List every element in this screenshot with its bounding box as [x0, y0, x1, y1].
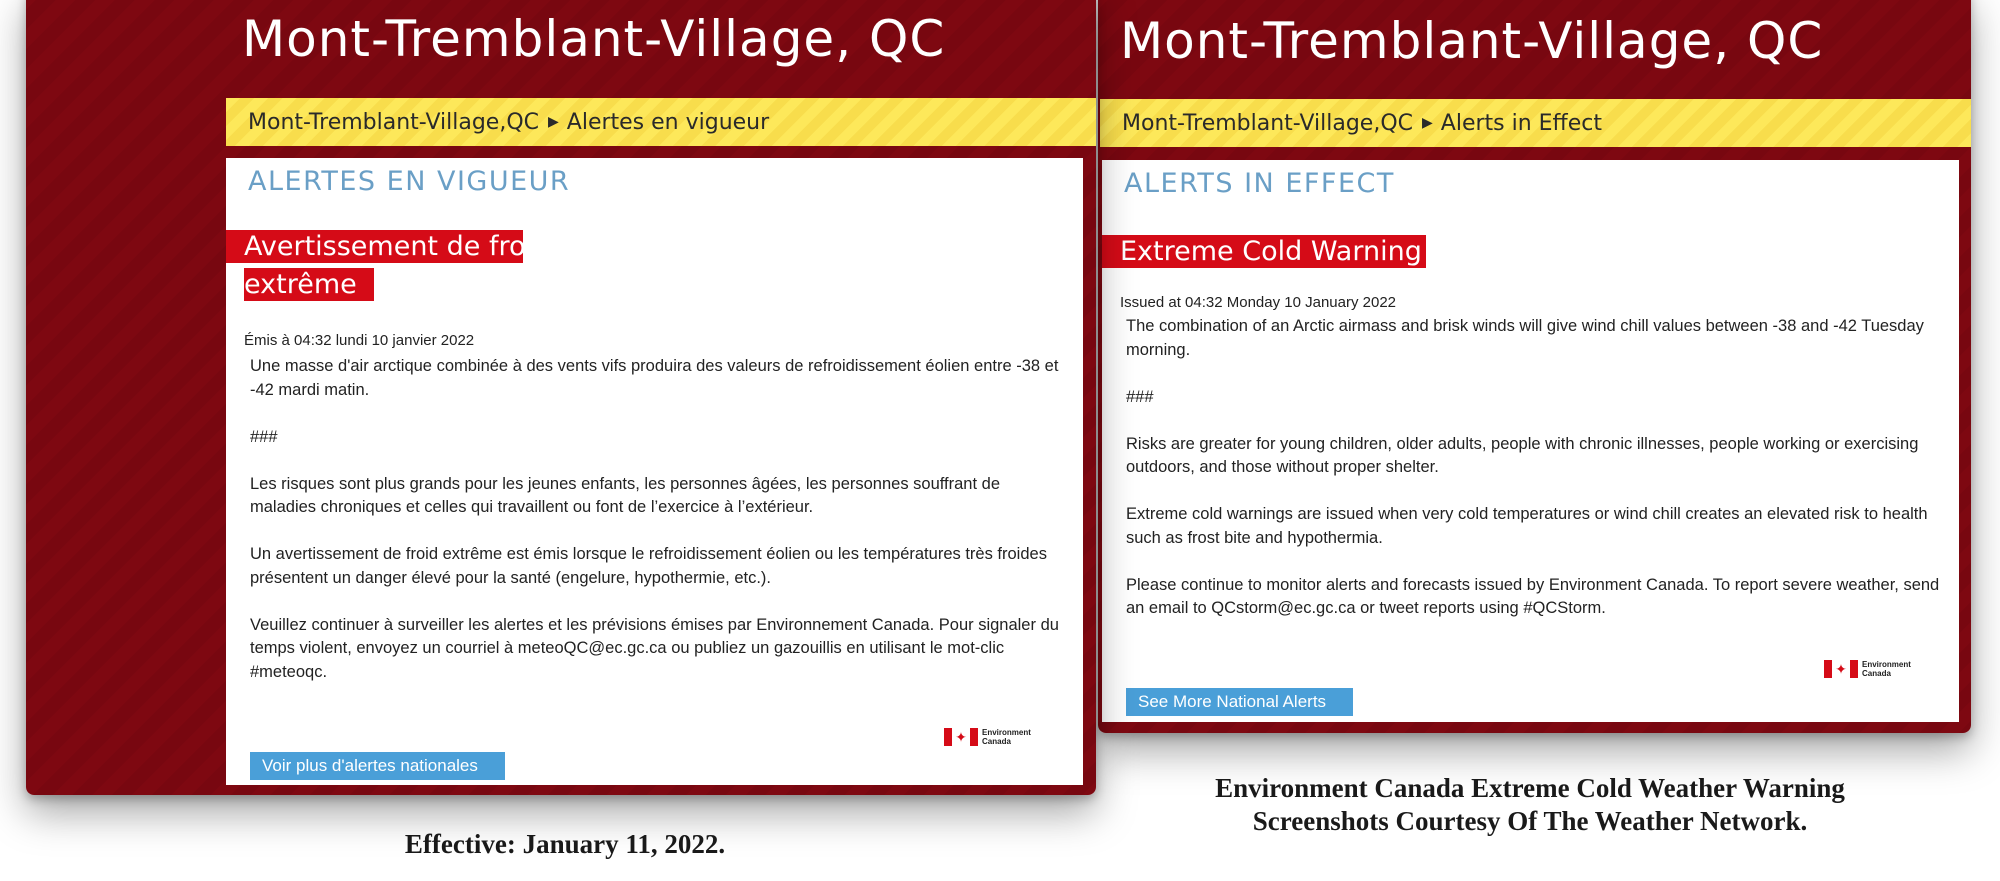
alert-body: [1126, 315, 1941, 644]
breadcrumb: [226, 98, 1096, 146]
alert-body: [250, 355, 1060, 708]
alert-panel-french: [26, 0, 1096, 795]
breadcrumb-city-link[interactable]: Mont-Tremblant-Village,QC: [1122, 110, 1413, 136]
caption-credit: [1110, 772, 1950, 838]
alert-paragraph: Les risques sont plus grands pour les jeunes enfants, les personnes âgées, les personnes souffrant de maladies chroniques et celles qui travaillent ou font de l’exercice à l’extérieur.: [250, 474, 1001, 516]
breadcrumb-current: Alertes en vigueur: [566, 109, 770, 135]
triangle-right-icon: ▶: [548, 114, 559, 130]
caption-effective-date: Effective: January 11, 2022.: [404, 829, 726, 859]
alert-separator: ###: [1126, 387, 1154, 406]
alert-paragraph: The combination of an Arctic airmass and brisk winds will give wind chill values between -38 and -42 Tuesday morning.: [1126, 317, 1924, 359]
issued-timestamp: Issued at 04:32 Monday 10 January 2022: [1120, 294, 1397, 311]
alert-paragraph: Veuillez continuer à surveiller les alertes et les prévisions émises par Environnement Canada. Pour signaler du temps violent, envoyez un courriel à meteoQC@ec.gc.ca ou publiez un gazouillis en utilisant le mot-clic #meteoqc.: [250, 615, 1059, 681]
breadcrumb-current: Alerts in Effect: [1440, 110, 1602, 136]
city-title: Mont-Tremblant-Village, QC: [242, 10, 946, 68]
caption-credit-line-2: Screenshots Courtesy Of The Weather Network.: [1252, 806, 1808, 836]
environment-canada-logo: [944, 728, 1031, 746]
alerts-heading: ALERTS IN EFFECT: [1124, 168, 1395, 199]
issued-timestamp: Émis à 04:32 lundi 10 janvier 2022: [244, 332, 475, 349]
more-national-alerts-button[interactable]: See More National Alerts: [1126, 688, 1353, 716]
more-national-alerts-button[interactable]: Voir plus d'alertes nationales: [250, 752, 505, 780]
alert-paragraph: Please continue to monitor alerts and forecasts issued by Environment Canada. To report severe weather, send an email to QCstorm@ec.gc.ca or tweet reports using #QCStorm.: [1126, 575, 1940, 617]
logo-wordmark: Environment Canada: [982, 728, 1031, 746]
city-title: Mont-Tremblant-Village, QC: [1120, 12, 1824, 70]
triangle-right-icon: ▶: [1422, 115, 1433, 131]
alert-separator: ###: [250, 427, 278, 446]
warning-title-line-1: Avertissement de froid: [226, 230, 523, 263]
breadcrumb-city-link[interactable]: Mont-Tremblant-Village,QC: [248, 109, 539, 135]
alert-panel-english: [1098, 0, 1971, 733]
breadcrumb: [1100, 99, 1971, 147]
maple-leaf-flag-icon: ✦: [944, 728, 978, 746]
alert-paragraph: Extreme cold warnings are issued when very cold temperatures or wind chill creates an elevated risk to health such as frost bite and hypothermia.: [1126, 505, 1928, 547]
alert-paragraph: Risks are greater for young children, older adults, people with chronic illnesses, people working or exercising outdoors, and those without proper shelter.: [1126, 434, 1919, 476]
warning-title: Extreme Cold Warning: [1102, 235, 1426, 268]
logo-wordmark: Environment Canada: [1862, 660, 1911, 678]
maple-leaf-flag-icon: ✦: [1824, 660, 1858, 678]
caption-credit-line-1: Environment Canada Extreme Cold Weather Warning: [1215, 773, 1845, 803]
alert-paragraph: Une masse d'air arctique combinée à des vents vifs produira des valeurs de refroidissement éolien entre -38 et -42 mardi matin.: [250, 357, 1059, 399]
environment-canada-logo: [1824, 660, 1911, 678]
alerts-heading: ALERTES EN VIGUEUR: [248, 166, 571, 197]
alert-card: [1102, 160, 1959, 722]
alert-paragraph: Un avertissement de froid extrême est émis lorsque le refroidissement éolien ou les températures très froides présentent un danger élevé pour la santé (engelure, hypothermie, etc.).: [250, 545, 1047, 587]
alert-card: [226, 158, 1083, 785]
warning-title-line-2: extrême: [244, 268, 374, 301]
